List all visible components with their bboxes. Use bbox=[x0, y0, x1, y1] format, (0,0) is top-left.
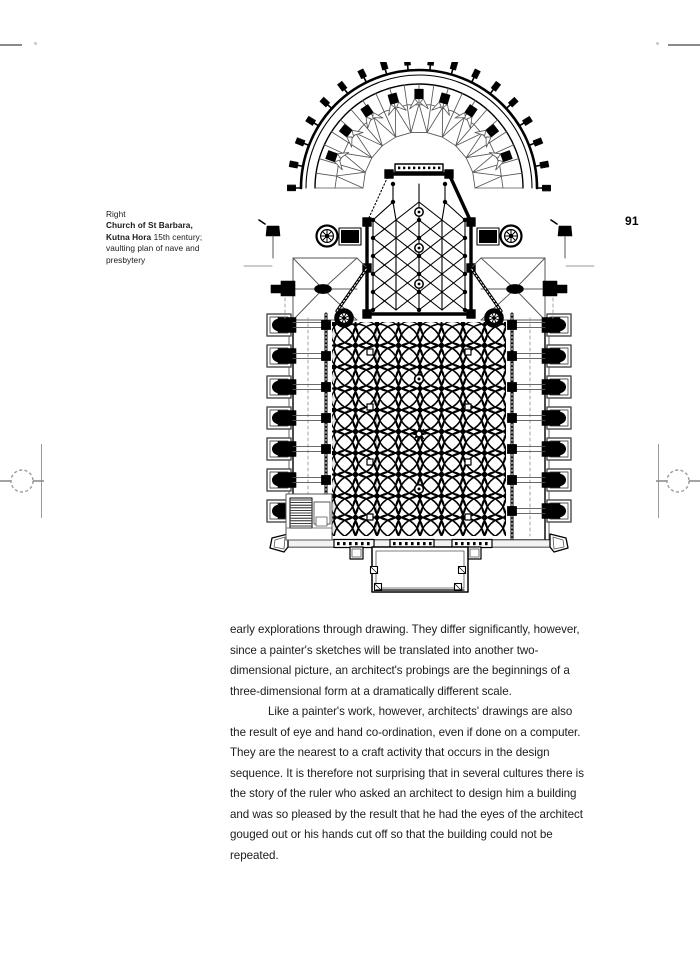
crop-dot-top-right bbox=[656, 42, 659, 45]
caption-kicker: Right bbox=[106, 209, 126, 219]
body-paragraph-2: Like a painter's work, however, architects' drawings are also the result of eye and hand co-ordination, even if done on a computer. They are the nearest to a craft activity that occurs in the design sequence. It is therefore not surprising that in several cultures there is the story of the ruler who asked an architect to design him a building and was so pleased by the result that he had the eyes of the architect gouged out or his hands cut off so that the building could not be repeated. bbox=[230, 705, 584, 862]
body-paragraph-1: early explorations through drawing. They differ significantly, however, since a painter's sketches will be translated into another two-dimensional picture, an architect's probings are the beginnings of a three-dimensional form at a dramatically different scale. bbox=[230, 623, 580, 698]
registration-mark-left bbox=[0, 440, 60, 522]
crop-dot-top-left bbox=[34, 42, 37, 45]
registration-mark-right bbox=[640, 440, 700, 522]
body-text-block bbox=[230, 620, 590, 866]
crop-mark-top-left bbox=[0, 44, 22, 46]
page-number: 91 bbox=[625, 214, 639, 228]
vaulting-plan-figure bbox=[238, 62, 600, 604]
vaulting-plan-drawing bbox=[238, 62, 600, 604]
figure-caption bbox=[106, 209, 218, 266]
caption-subtitle-rest: 15th century; vaulting plan of nave and presbytery bbox=[106, 231, 203, 265]
crop-mark-top-right bbox=[668, 44, 700, 46]
caption-title: Church of St Barbara, bbox=[106, 220, 193, 231]
caption-subtitle-bold: Kutna Hora bbox=[106, 231, 152, 242]
